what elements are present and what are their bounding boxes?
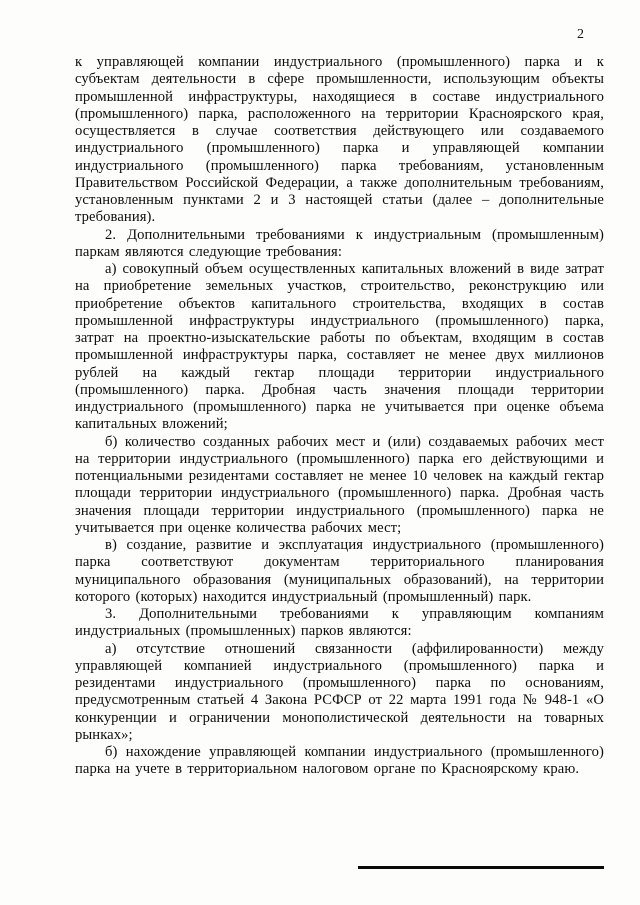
paragraph-subitem-a1: а) совокупный объем осуществленных капитальных вложений в виде затрат на приобретение земельных участков, строительство, реконструкцию или приобретение объектов капитального строительства, входящих в состав промышленной инфраструктуры индустриального (промышленного) парка, затрат на проектно-изыскательские работы по объектам, входящим в состав промышленной инфраструктуры парка, составляет не менее двух миллионов рублей на каждый гектар площади территории индустриального (промышленного) парка. Дробная часть значения площади территории индустриального (промышленного) парка не учитывается при оценке объема капитальных вложений; xyxy=(75,261,604,433)
paragraph-subitem-v1: в) создание, развитие и эксплуатация индустриального (промышленного) парка соответствуют документам территориального планирования муниципального образования (муниципальных образований), на территории которого (которых) находится индустриальный (промышленный) парк. xyxy=(75,537,604,605)
paragraph-subitem-b2: б) нахождение управляющей компании индустриального (промышленного) парка на учете в территориальном налоговом органе по Красноярскому краю. xyxy=(75,744,604,778)
paragraph-subitem-b1: б) количество созданных рабочих мест и (или) создаваемых рабочих мест на территории индустриального (промышленного) парка его действующими и потенциальными резидентами составляет не менее 10 человек на каждый гектар площади территории индустриального (промышленного) парка. Дробная часть значения площади территории индустриального (промышленного) парка не учитывается при оценке количества рабочих мест; xyxy=(75,433,604,536)
document-body xyxy=(75,54,604,779)
footer-signature-rule xyxy=(358,866,604,869)
page-number: 2 xyxy=(577,27,584,42)
paragraph-item-3: 3. Дополнительными требованиями к управляющим компаниям индустриальных (промышленных) парков являются: xyxy=(75,606,604,640)
paragraph-item-2: 2. Дополнительными требованиями к индустриальным (промышленным) паркам являются следующие требования: xyxy=(75,226,604,260)
paragraph-continuation: к управляющей компании индустриального (промышленного) парка и к субъектам деятельности в сфере промышленности, использующим объекты промышленной инфраструктуры, находящиеся в составе индустриального (промышленного) парка, расположенного на территории Красноярского края, осуществляется в случае соответствия действующего или создаваемого индустриального (промышленного) парка и управляющей компании индустриального (промышленного) парка требованиям, установленным Правительством Российской Федерации, а также дополнительным требованиям, установленным пунктами 2 и 3 настоящей статьи (далее – дополнительные требования). xyxy=(75,54,604,226)
paragraph-subitem-a2: а) отсутствие отношений связанности (аффилированности) между управляющей компанией индустриального (промышленного) парка и резидентами индустриального (промышленного) парка по основаниям, предусмотренным статьей 4 Закона РСФСР от 22 марта 1991 года № 948-1 «О конкуренции и ограничении монополистической деятельности на товарных рынках»; xyxy=(75,640,604,743)
